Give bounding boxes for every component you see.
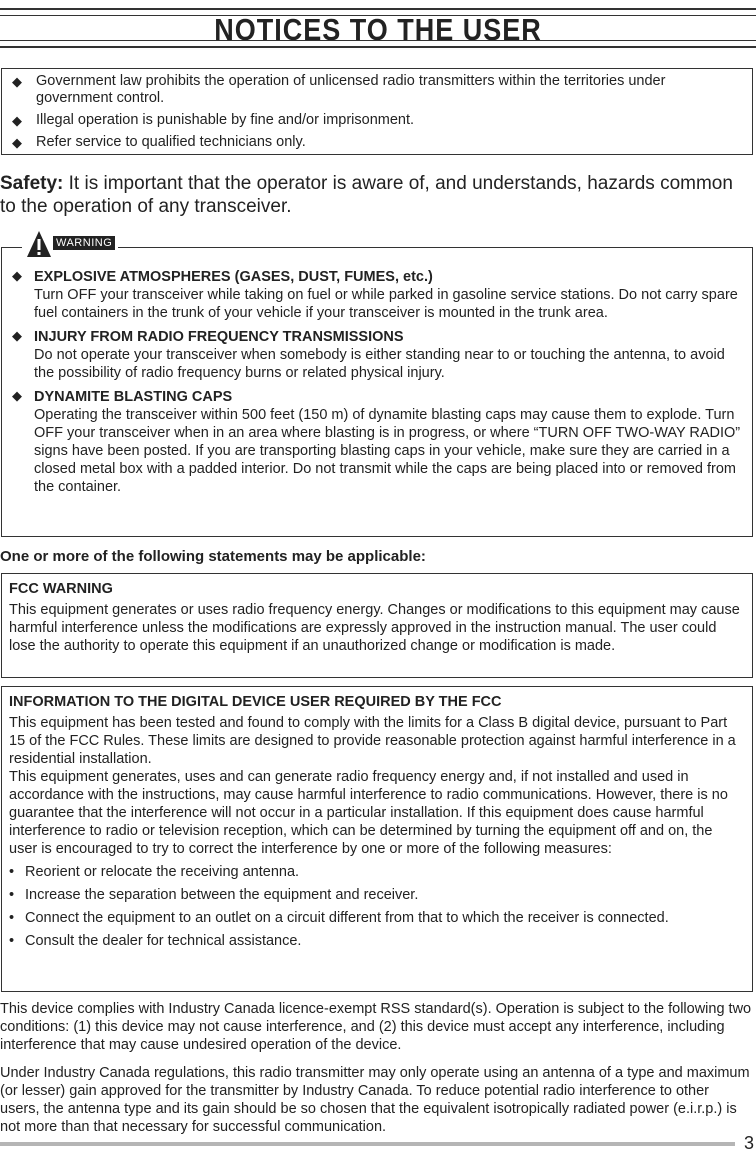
fcc-warning-body: This equipment generates or uses radio frequency energy. Changes or modifications to this equipment may cause harmful interference unless the modifications are expressly approved in the instruction manual. The user could lose the authority to operate this equipment if an unauthorized change or modification is made. [9, 602, 740, 654]
warning-label: WARNING [53, 236, 115, 250]
warning-item [12, 268, 744, 322]
warning-heading: EXPLOSIVE ATMOSPHERES (GASES, DUST, FUMES, etc.) [34, 269, 433, 285]
industry-canada-paragraph-2: Under Industry Canada regulations, this radio transmitter may only operate using an antenna of a type and maximum (or lesser) gain approved for the transmitter by Industry Canada. To reduce potential radio interference to other users, the antenna type and its gain should be so chosen that the equivalent isotropically radiated power (e.i.r.p.) is not more than that necessary for successful communication. [0, 1065, 750, 1135]
diamond-bullet-icon: ◆ [12, 268, 22, 283]
diamond-bullet-icon: ◆ [12, 113, 22, 128]
diamond-bullet-icon: ◆ [12, 388, 22, 403]
bullet-dot-icon: • [9, 887, 15, 903]
page-number: 3 [743, 1133, 754, 1153]
notice-text: Government law prohibits the operation of unlicensed radio transmitters within the territories under government control. [36, 73, 666, 106]
diamond-bullet-icon: ◆ [12, 135, 22, 150]
measure-text: Connect the equipment to an outlet on a circuit different from that to which the receiver is connected. [25, 910, 669, 926]
warning-body: Turn OFF your transceiver while taking on fuel or while parked in gasoline service stations. Do not carry spare fuel containers in the trunk of your vehicle if your transceiver is mounted in the trunk area. [34, 287, 738, 321]
fcc-warning-heading: FCC WARNING [9, 581, 113, 597]
warning-badge [22, 228, 118, 260]
footer-rule [0, 1142, 735, 1146]
safety-statement [0, 172, 740, 218]
diamond-bullet-icon: ◆ [12, 328, 22, 343]
warning-heading: DYNAMITE BLASTING CAPS [34, 389, 233, 405]
warning-triangle-icon [26, 230, 52, 258]
notice-item [12, 112, 744, 129]
digital-info-body-2: This equipment generates, uses and can generate radio frequency energy and, if not installed and used in accordance with the instructions, may cause harmful interference to radio communications. However, there is no guarantee that the interference will not occur in a particular installation. If this equipment does cause harmful interference to radio or television reception, which can be determined by turning the equipment off and on, the user is encouraged to try to correct the interference by one or more of the following measures: [9, 769, 728, 857]
applicable-heading: One or more of the following statements may be applicable: [0, 548, 426, 565]
bullet-dot-icon: • [9, 933, 15, 949]
warning-item [12, 328, 744, 382]
measure-item [9, 932, 744, 950]
title-rule-bottom [0, 40, 756, 48]
diamond-bullet-icon: ◆ [12, 74, 22, 89]
safety-label: Safety: [0, 173, 64, 194]
fcc-warning-box [1, 573, 753, 678]
measure-item [9, 886, 744, 904]
safety-text: It is important that the operator is aware of, and understands, hazards common to the operation of any transceiver. [0, 173, 733, 217]
bullet-dot-icon: • [9, 910, 15, 926]
warning-body: Operating the transceiver within 500 feet (150 m) of dynamite blasting caps may cause them to explode. Turn OFF your transceiver when in an area where blasting is in progress, or where “TURN OFF TWO-WAY RADIO” signs have been posted. If you are transporting blasting caps in your vehicle, make sure they are carried in a closed metal box with a padded interior. Do not transmit while the caps are being placed into or removed from the container. [34, 407, 741, 495]
warning-body: Do not operate your transceiver when somebody is either standing near to or touching the antenna, to avoid the possibility of radio frequency burns or related physical injury. [34, 347, 725, 381]
measure-item [9, 909, 744, 927]
warning-item [12, 388, 744, 496]
measure-text: Increase the separation between the equipment and receiver. [25, 887, 419, 903]
page-title: NOTICES TO THE USER [214, 13, 542, 47]
warning-heading: INJURY FROM RADIO FREQUENCY TRANSMISSIONS [34, 329, 404, 345]
measure-text: Reorient or relocate the receiving antenna. [25, 864, 300, 880]
digital-info-body-1: This equipment has been tested and found to comply with the limits for a Class B digital device, pursuant to Part 15 of the FCC Rules. These limits are designed to provide reasonable protection against harmful interference in a residential installation. [9, 715, 736, 767]
notice-text: Illegal operation is punishable by fine and/or imprisonment. [36, 112, 415, 128]
notice-item [12, 73, 744, 107]
bullet-dot-icon: • [9, 864, 15, 880]
notice-text: Refer service to qualified technicians only. [36, 134, 306, 150]
digital-info-heading: INFORMATION TO THE DIGITAL DEVICE USER REQUIRED BY THE FCC [9, 694, 502, 710]
digital-device-info-box [1, 686, 753, 992]
industry-canada-paragraph-1: This device complies with Industry Canada licence-exempt RSS standard(s). Operation is subject to the following two conditions: (1) this device may not cause interference, and (2) this device must accept any interference, including interference that may cause undesired operation of the device. [0, 1001, 752, 1053]
warning-box [1, 247, 753, 537]
notice-item [12, 134, 744, 151]
notices-box [1, 68, 753, 155]
measure-text: Consult the dealer for technical assistance. [25, 933, 302, 949]
measure-item [9, 863, 744, 881]
page-title-banner [0, 8, 756, 48]
